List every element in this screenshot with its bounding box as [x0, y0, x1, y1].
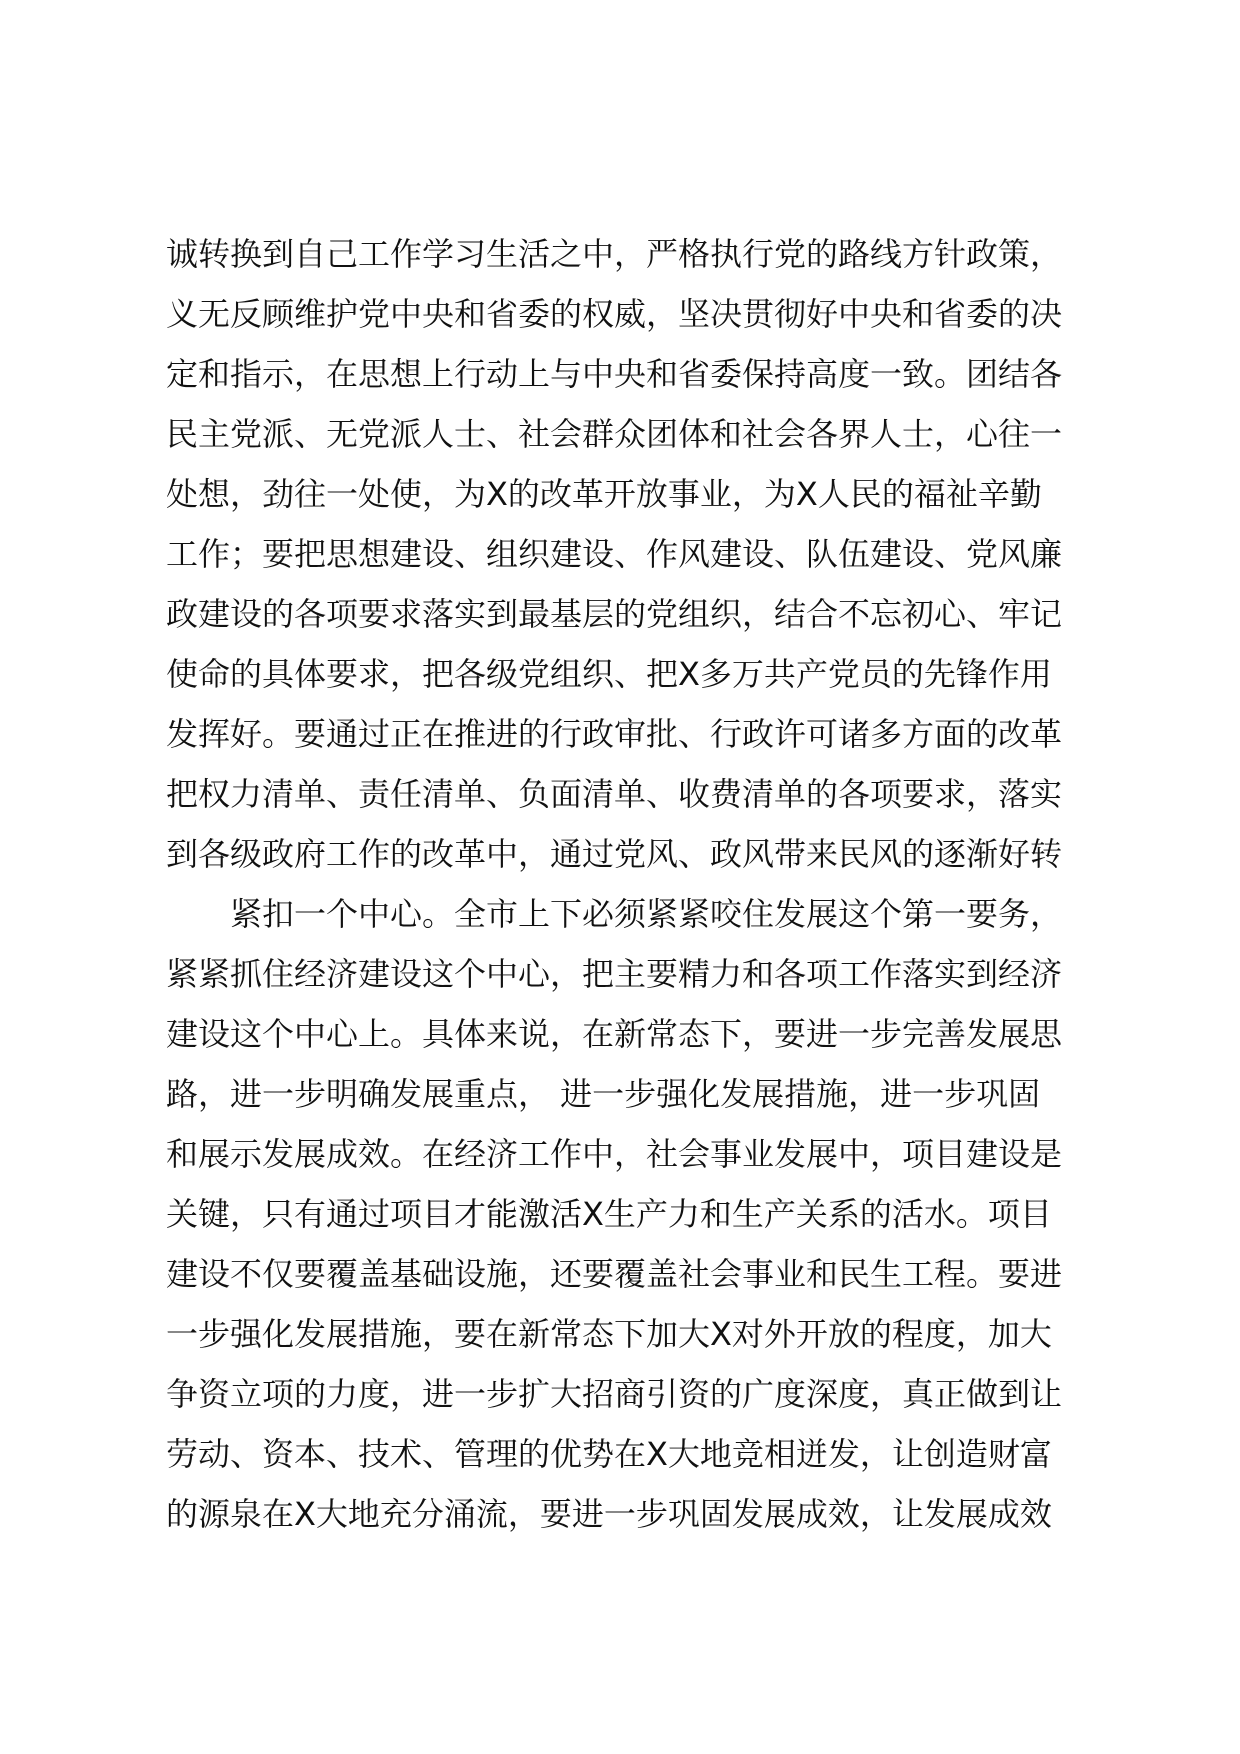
paragraph-2-line-1: 紧扣一个中心。全市上下必须紧紧咬住发展这个第一要务， [230, 895, 1063, 933]
paragraph-2-line-6: 关键，只有通过项目才能激活X生产力和生产关系的活水。项目 [166, 1195, 1052, 1233]
paragraph-1-line-1: 诚转换到自己工作学习生活之中，严格执行党的路线方针政策， [166, 235, 1063, 273]
paragraph-2-line-8: 一步强化发展措施，要在新常态下加大X对外开放的程度，加大 [166, 1315, 1052, 1353]
paragraph-2-line-3: 建设这个中心上。具体来说，在新常态下，要进一步完善发展思 [166, 1015, 1063, 1053]
paragraph-2-line-4: 路，进一步明确发展重点， 进一步强化发展措施，进一步巩固 [166, 1075, 1041, 1113]
paragraph-1-line-3: 定和指示，在思想上行动上与中央和省委保持高度一致。团结各 [166, 355, 1063, 393]
paragraph-1-line-8: 使命的具体要求，把各级党组织、把X多万共产党员的先锋作用 [166, 655, 1052, 693]
paragraph-1-line-10: 把权力清单、责任清单、负面清单、收费清单的各项要求，落实 [166, 775, 1063, 813]
paragraph-2-line-11: 的源泉在X大地充分涌流，要进一步巩固发展成效，让发展成效 [166, 1495, 1052, 1533]
paragraph-2-line-2: 紧紧抓住经济建设这个中心，把主要精力和各项工作落实到经济 [166, 955, 1063, 993]
paragraph-2-line-7: 建设不仅要覆盖基础设施，还要覆盖社会事业和民生工程。要进 [166, 1255, 1063, 1293]
paragraph-2-line-5: 和展示发展成效。在经济工作中，社会事业发展中，项目建设是 [166, 1135, 1063, 1173]
paragraph-1-line-7: 政建设的各项要求落实到最基层的党组织，结合不忘初心、牢记 [166, 595, 1063, 633]
paragraph-1-line-4: 民主党派、无党派人士、社会群众团体和社会各界人士，心往一 [166, 415, 1063, 453]
paragraph-2-line-10: 劳动、资本、技术、管理的优势在X大地竞相迸发，让创造财富 [166, 1435, 1052, 1473]
paragraph-1-line-11: 到各级政府工作的改革中，通过党风、政风带来民风的逐渐好转 [166, 835, 1063, 873]
paragraph-1-line-6: 工作；要把思想建设、组织建设、作风建设、队伍建设、党风廉 [166, 535, 1063, 573]
document-body [166, 224, 1126, 1544]
paragraph-2-line-9: 争资立项的力度，进一步扩大招商引资的广度深度，真正做到让 [166, 1375, 1063, 1413]
paragraph-1-line-5: 处想，劲往一处使，为X的改革开放事业，为X人民的福祉辛勤 [166, 475, 1042, 513]
paragraph-1-line-9: 发挥好。要通过正在推进的行政审批、行政许可诸多方面的改革 [166, 715, 1063, 753]
paragraph-1-line-2: 义无反顾维护党中央和省委的权威，坚决贯彻好中央和省委的决 [166, 295, 1063, 333]
